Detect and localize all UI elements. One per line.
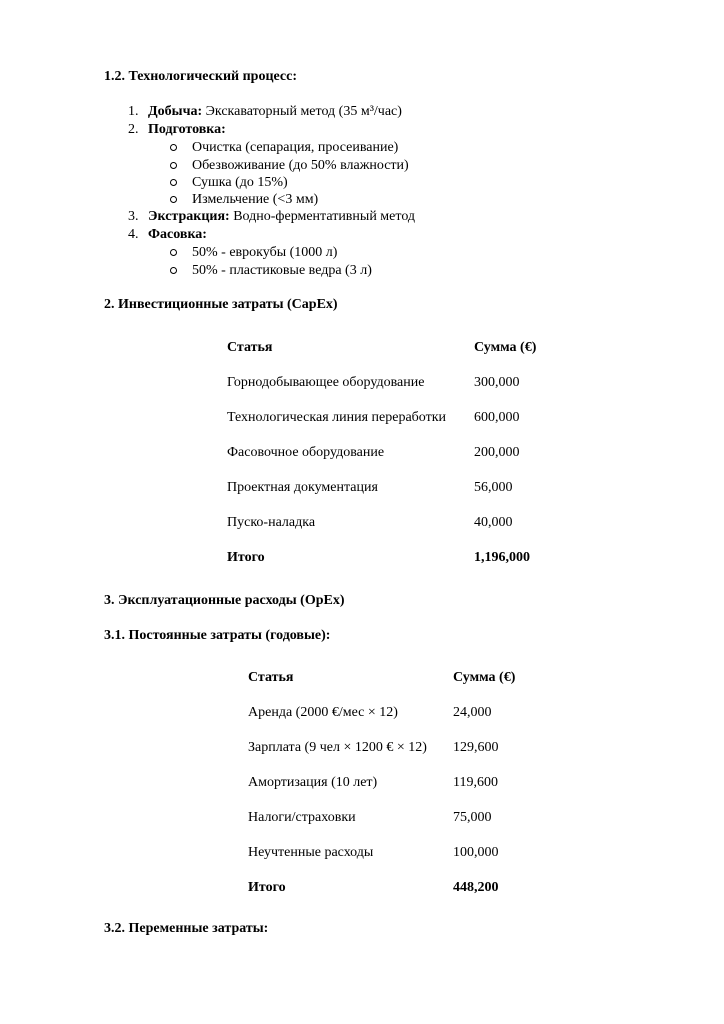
step-4 — [128, 226, 207, 244]
step-number: 2. — [128, 122, 139, 137]
circle-bullet-icon — [170, 179, 177, 186]
table-total-row: Итого 448,200 — [248, 880, 499, 895]
step-label: Экстракция: — [148, 209, 230, 224]
column-header-item: Статья — [227, 340, 273, 355]
step-3 — [128, 208, 415, 226]
section-heading-variable-costs: 3.2. Переменные затраты: — [104, 921, 269, 936]
step-label: Добыча: — [148, 104, 203, 119]
table-row: Горнодобывающее оборудование 300,000 — [227, 375, 520, 390]
circle-bullet-icon — [170, 267, 177, 274]
sub-step: 50% - пластиковые ведра (3 л) — [172, 262, 372, 280]
step-label: Подготовка: — [148, 122, 226, 137]
table-row: Проектная документация 56,000 — [227, 480, 513, 495]
table-row: Зарплата (9 чел × 1200 € × 12) 129,600 — [248, 740, 499, 755]
circle-bullet-icon — [170, 162, 177, 169]
step-label: Фасовка: — [148, 227, 207, 242]
step-2 — [128, 121, 226, 139]
section-heading-fixed-costs: 3.1. Постоянные затраты (годовые): — [104, 628, 331, 643]
column-header-amount: Сумма (€) — [453, 670, 516, 685]
table-row: Фасовочное оборудование 200,000 — [227, 445, 520, 460]
table-header-row — [227, 339, 587, 357]
step-number: 4. — [128, 227, 139, 242]
table-row: Неучтенные расходы 100,000 — [248, 845, 499, 860]
sub-step: Измельчение (<3 мм) — [172, 191, 318, 209]
step-1 — [128, 103, 402, 121]
section-heading-capex: 2. Инвестиционные затраты (CapEx) — [104, 297, 338, 312]
step-text: Экскаваторный метод (35 м³/час) — [202, 104, 402, 119]
column-header-item: Статья — [248, 670, 294, 685]
step-number: 3. — [128, 209, 139, 224]
step-text: Водно-ферментативный метод — [229, 209, 416, 224]
circle-bullet-icon — [170, 249, 177, 256]
circle-bullet-icon — [170, 196, 177, 203]
table-row: Амортизация (10 лет) 119,600 — [248, 775, 498, 790]
table-row: Пуско-наладка 40,000 — [227, 515, 513, 530]
sub-step: Обезвоживание (до 50% влажности) — [172, 157, 409, 175]
table-row: Налоги/страховки 75,000 — [248, 810, 492, 825]
column-header-amount: Сумма (€) — [474, 340, 537, 355]
sub-step: Сушка (до 15%) — [172, 174, 288, 192]
section-heading-opex: 3. Эксплуатационные расходы (OpEx) — [104, 593, 345, 608]
step-number: 1. — [128, 104, 139, 119]
table-total-row: Итого 1,196,000 — [227, 550, 530, 565]
table-header-row — [248, 669, 608, 687]
table-row: Технологическая линия переработки 600,000 — [227, 410, 520, 425]
table-row: Аренда (2000 €/мес × 12) 24,000 — [248, 705, 492, 720]
sub-step: 50% - еврокубы (1000 л) — [172, 244, 337, 262]
section-heading-tech-process: 1.2. Технологический процесс: — [104, 69, 297, 84]
circle-bullet-icon — [170, 144, 177, 151]
sub-step: Очистка (сепарация, просеивание) — [172, 139, 398, 157]
